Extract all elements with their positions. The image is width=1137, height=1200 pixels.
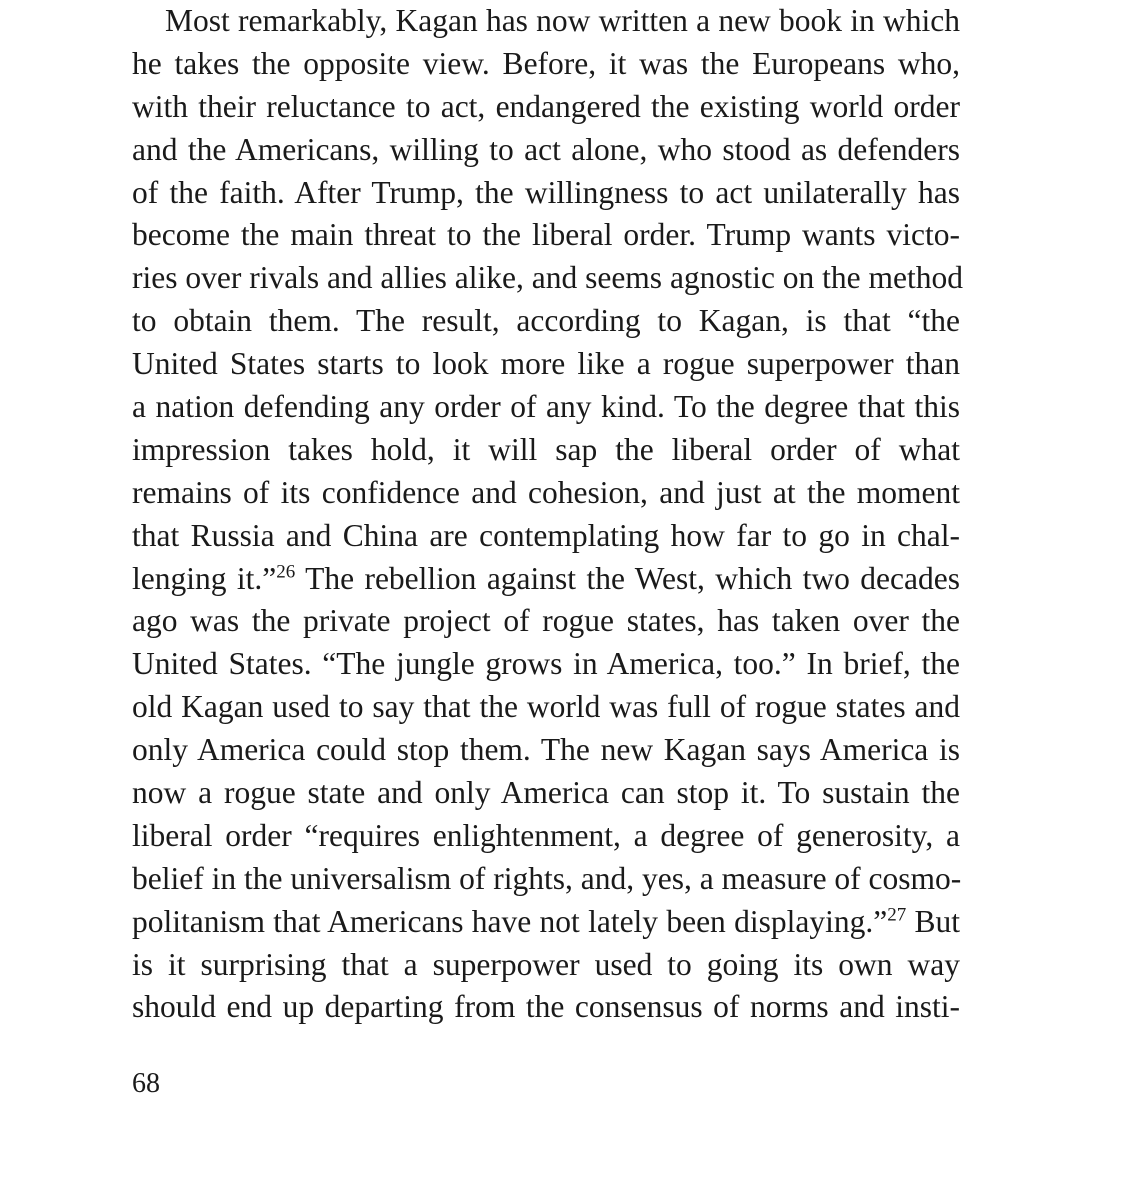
text-line: to obtain them. The result, according to Kagan, is that “the (132, 303, 960, 339)
text-line: with their reluctance to act, endangered the existing world order (132, 88, 960, 124)
text-fragment: politanism that Americans have not lately been displaying.” (132, 903, 888, 939)
text-line: liberal order “requires enlightenment, a degree of generosity, a (132, 817, 960, 853)
text-line: that Russia and China are contemplating how far to go in chal- (132, 517, 960, 553)
text-line: a nation defending any order of any kind. To the degree that this (132, 389, 960, 425)
footnote-marker: 26 (276, 561, 296, 583)
text-line: ries over rivals and allies alike, and seems agnostic on the method (132, 260, 964, 296)
text-fragment: lenging it.” (132, 560, 277, 596)
text-line: remains of its confidence and cohesion, and just at the moment (132, 474, 960, 510)
text-line-with-footnote (132, 558, 960, 601)
text-line-with-footnote (132, 901, 960, 944)
text-line: belief in the universalism of rights, and, yes, a measure of cosmo- (132, 860, 962, 896)
text-line: now a rogue state and only America can stop it. To sustain the (132, 775, 960, 811)
text-line: and the Americans, willing to act alone, who stood as defenders (132, 131, 960, 167)
text-line: only America could stop them. The new Kagan says America is (132, 732, 960, 768)
text-line: United States. “The jungle grows in America, too.” In brief, the (132, 646, 960, 682)
text-line: of the faith. After Trump, the willingness to act unilaterally has (132, 174, 960, 210)
text-line: United States starts to look more like a rogue superpower than (132, 346, 960, 382)
footnote-marker: 27 (887, 904, 907, 926)
text-line: become the main threat to the liberal order. Trump wants victo- (132, 217, 960, 253)
text-line: old Kagan used to say that the world was full of rogue states and (132, 689, 960, 725)
body-paragraph (132, 0, 964, 1029)
text-fragment: The rebellion against the West, which two decades (295, 560, 960, 596)
text-line: Most remarkably, Kagan has now written a new book in which (165, 3, 960, 38)
page-number: 68 (132, 1068, 160, 1099)
text-line: impression takes hold, it will sap the liberal order of what (132, 431, 960, 467)
text-line: ago was the private project of rogue states, has taken over the (132, 603, 960, 639)
text-line: is it surprising that a superpower used to going its own way (132, 946, 960, 982)
text-fragment: But (906, 903, 961, 939)
text-line: should end up departing from the consensus of norms and insti- (132, 989, 960, 1025)
text-line: he takes the opposite view. Before, it was the Europeans who, (132, 45, 960, 81)
